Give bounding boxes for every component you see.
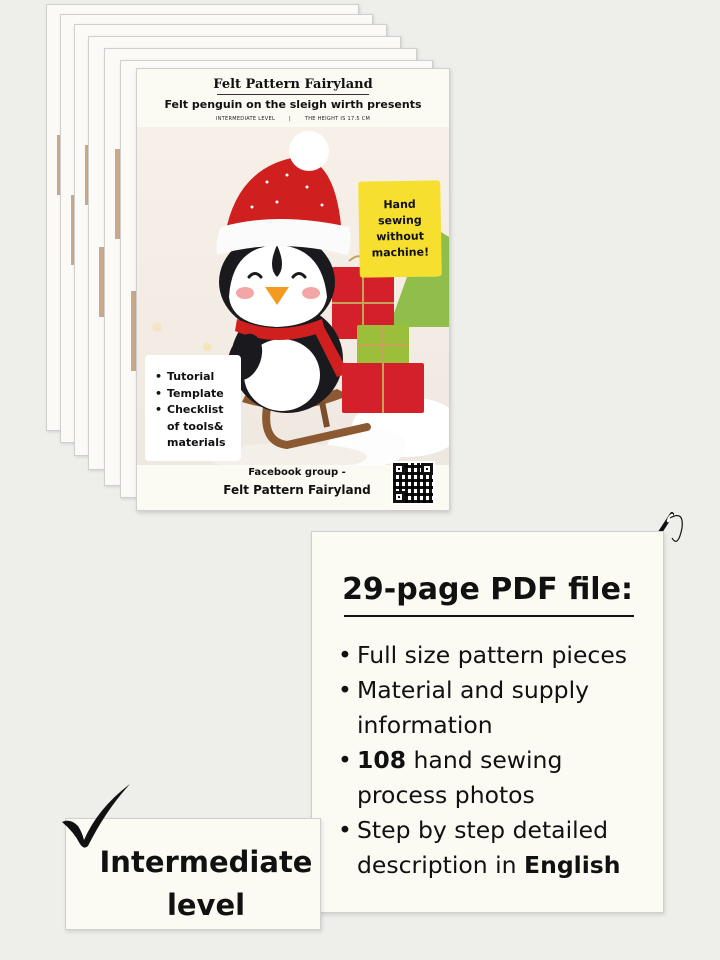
- qr-code-icon: [391, 461, 435, 505]
- contents-item: • Checklist of tools& materials: [155, 402, 235, 452]
- meta-height: THE HEIGHT IS 17.5 CM: [304, 116, 371, 122]
- pdf-info-card: [311, 531, 664, 913]
- pattern-cover-page: [136, 68, 450, 511]
- feature-item: • Material and supply information: [338, 673, 658, 743]
- feature-list: [338, 638, 658, 883]
- penguin-photo: [137, 127, 449, 465]
- meta-level: INTERMEDIATE LEVEL: [215, 116, 276, 122]
- photo-count: 108: [357, 746, 407, 774]
- cover-title: Felt Pattern Fairyland: [213, 77, 373, 92]
- title-underline: [217, 94, 369, 95]
- facebook-group-label: Facebook group -: [248, 467, 346, 478]
- contents-item: • Template: [155, 386, 235, 403]
- hand-sewing-note: Hand sewing without machine!: [358, 180, 442, 277]
- checkmark-icon: [58, 780, 134, 850]
- pdf-title-rule: [344, 615, 634, 617]
- level-label: Intermediate level: [99, 845, 313, 922]
- pdf-title: 29-page PDF file:: [342, 572, 633, 607]
- cover-meta: [137, 116, 449, 122]
- contents-list: [155, 369, 235, 452]
- feature-item: • Step by step detailed description in English: [338, 813, 658, 883]
- contents-item: • Tutorial: [155, 369, 235, 386]
- language: English: [524, 851, 621, 879]
- feature-item: • Full size pattern pieces: [338, 638, 658, 673]
- cover-subtitle: Felt penguin on the sleigh wirth presents: [164, 98, 422, 111]
- meta-separator: |: [288, 116, 291, 122]
- feature-item: • 108 hand sewing process photos: [338, 743, 658, 813]
- contents-note: [145, 355, 241, 461]
- facebook-group-name: Felt Pattern Fairyland: [223, 483, 371, 497]
